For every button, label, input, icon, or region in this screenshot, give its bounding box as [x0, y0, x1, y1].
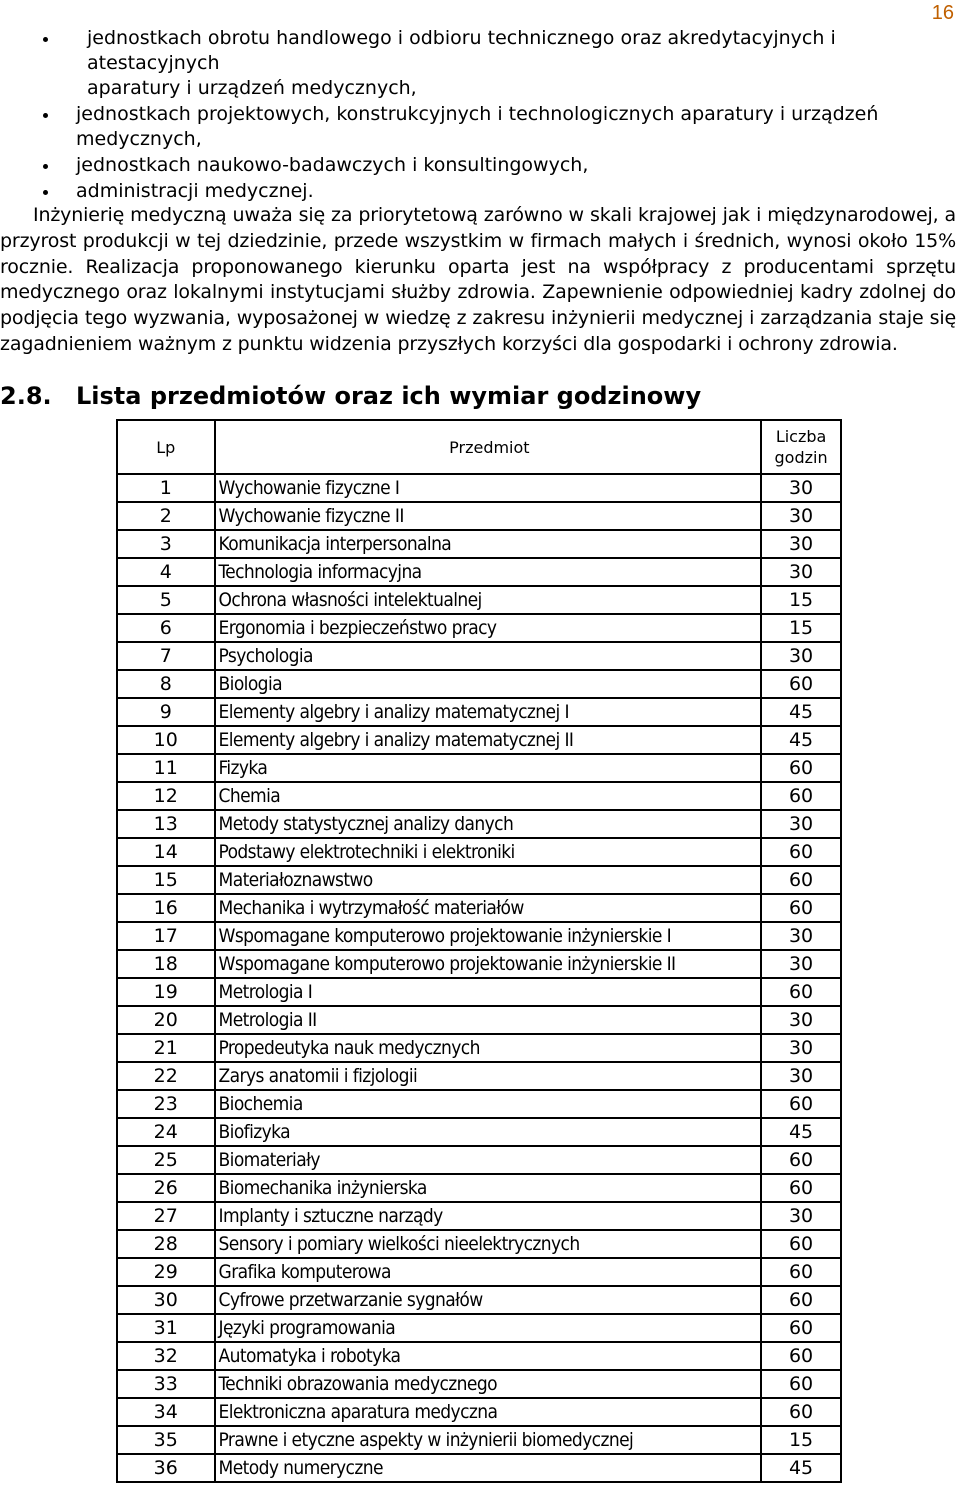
subjects-table [116, 419, 842, 1483]
row-hours: 30 [761, 950, 841, 978]
list-item [0, 153, 960, 178]
row-hours: 30 [761, 1062, 841, 1090]
row-subject: Ochrona własności intelektualnej [215, 586, 762, 614]
table-row [117, 614, 841, 642]
row-hours: 30 [761, 558, 841, 586]
table-row [117, 1202, 841, 1230]
table-row [117, 1230, 841, 1258]
bullet-text: jednostkach projektowych, konstrukcyjnych i technologicznych aparatury i urządzeń [76, 103, 879, 125]
row-hours: 30 [761, 502, 841, 530]
table-row [117, 698, 841, 726]
row-subject: Techniki obrazowania medycznego [215, 1370, 762, 1398]
row-lp: 22 [117, 1062, 215, 1090]
row-hours: 60 [761, 1146, 841, 1174]
row-subject: Biofizyka [215, 1118, 762, 1146]
table-row [117, 838, 841, 866]
row-hours: 15 [761, 1426, 841, 1454]
row-lp: 10 [117, 726, 215, 754]
row-hours: 60 [761, 1230, 841, 1258]
row-lp: 16 [117, 894, 215, 922]
table-row [117, 1314, 841, 1342]
row-subject: Sensory i pomiary wielkości nieelektrycznych [215, 1230, 762, 1258]
table-row [117, 642, 841, 670]
row-hours: 60 [761, 1398, 841, 1426]
row-subject: Komunikacja interpersonalna [215, 530, 762, 558]
row-subject: Ergonomia i bezpieczeństwo pracy [215, 614, 762, 642]
row-subject: Zarys anatomii i fizjologii [215, 1062, 762, 1090]
row-lp: 25 [117, 1146, 215, 1174]
row-lp: 19 [117, 978, 215, 1006]
row-lp: 29 [117, 1258, 215, 1286]
header-subject: Przedmiot [215, 420, 762, 474]
row-subject: Propedeutyka nauk medycznych [215, 1034, 762, 1062]
row-lp: 24 [117, 1118, 215, 1146]
row-subject: Wspomagane komputerowo projektowanie inżynierskie I [215, 922, 762, 950]
table-row [117, 782, 841, 810]
table-row [117, 1454, 841, 1482]
row-lp: 20 [117, 1006, 215, 1034]
row-lp: 23 [117, 1090, 215, 1118]
row-hours: 60 [761, 1342, 841, 1370]
row-hours: 30 [761, 810, 841, 838]
bullet-text: jednostkach naukowo-badawczych i konsultingowych, [76, 154, 589, 176]
row-subject: Chemia [215, 782, 762, 810]
row-hours: 15 [761, 614, 841, 642]
table-header-row [117, 420, 841, 474]
row-subject: Prawne i etyczne aspekty w inżynierii biomedycznej [215, 1426, 762, 1454]
table-row [117, 530, 841, 558]
bullet-continuation: medycznych, [76, 128, 202, 150]
row-subject: Metrologia I [215, 978, 762, 1006]
row-subject: Wychowanie fizyczne I [215, 474, 762, 502]
row-lp: 2 [117, 502, 215, 530]
header-hours-line2: godzin [774, 448, 828, 467]
row-lp: 33 [117, 1370, 215, 1398]
table-row [117, 1370, 841, 1398]
table-row [117, 1258, 841, 1286]
bullet-dot-icon [43, 113, 48, 118]
row-lp: 9 [117, 698, 215, 726]
table-row [117, 558, 841, 586]
bullet-list [0, 26, 960, 205]
row-subject: Cyfrowe przetwarzanie sygnałów [215, 1286, 762, 1314]
row-subject: Fizyka [215, 754, 762, 782]
row-lp: 8 [117, 670, 215, 698]
table-row [117, 950, 841, 978]
list-item [0, 26, 960, 101]
row-hours: 45 [761, 698, 841, 726]
row-lp: 11 [117, 754, 215, 782]
row-hours: 30 [761, 1202, 841, 1230]
row-subject: Biologia [215, 670, 762, 698]
row-hours: 15 [761, 586, 841, 614]
table-row [117, 754, 841, 782]
row-lp: 34 [117, 1398, 215, 1426]
row-hours: 60 [761, 1314, 841, 1342]
table-row [117, 922, 841, 950]
row-lp: 13 [117, 810, 215, 838]
row-subject: Elementy algebry i analizy matematycznej I [215, 698, 762, 726]
row-hours: 30 [761, 530, 841, 558]
row-lp: 17 [117, 922, 215, 950]
bullet-dot-icon [43, 164, 48, 169]
row-hours: 30 [761, 1034, 841, 1062]
table-body [117, 474, 841, 1482]
bullet-text: jednostkach obrotu handlowego i odbioru technicznego oraz akredytacyjnych i atestacyjnych [87, 27, 836, 74]
row-lp: 14 [117, 838, 215, 866]
table-row [117, 502, 841, 530]
bullet-dot-icon [43, 37, 48, 42]
section-heading [0, 382, 960, 410]
row-lp: 32 [117, 1342, 215, 1370]
row-subject: Wspomagane komputerowo projektowanie inżynierskie II [215, 950, 762, 978]
table-row [117, 1090, 841, 1118]
table-row [117, 1146, 841, 1174]
row-lp: 28 [117, 1230, 215, 1258]
table-row [117, 1118, 841, 1146]
row-subject: Psychologia [215, 642, 762, 670]
row-hours: 60 [761, 1174, 841, 1202]
table-row [117, 1342, 841, 1370]
list-item [0, 179, 960, 204]
row-hours: 60 [761, 782, 841, 810]
row-hours: 60 [761, 978, 841, 1006]
table-row [117, 726, 841, 754]
page-number: 16 [931, 2, 954, 24]
row-lp: 35 [117, 1426, 215, 1454]
row-lp: 30 [117, 1286, 215, 1314]
row-hours: 60 [761, 754, 841, 782]
table-row [117, 1286, 841, 1314]
row-hours: 30 [761, 1006, 841, 1034]
row-hours: 60 [761, 1370, 841, 1398]
table-row [117, 894, 841, 922]
section-title: Lista przedmiotów oraz ich wymiar godzinowy [76, 382, 702, 410]
body-paragraph: Inżynierię medyczną uważa się za priorytetową zarówno w skali krajowej jak i międzynarodowej, a przyrost produkcji w tej dziedzinie, przede wszystkim w firmach małych i średnich, wynosi około 15% rocznie. Realizacja proponowanego kierunku oparta jest na współpracy z producentami sprzętu medycznego oraz lokalnymi instytucjami służby zdrowia. Zapewnienie odpowiedniej kadry zdolnej do podjęcia tego wyzwania, wyposażonej w wiedzę z zakresu inżynierii medycznej i zarządzania staje się zagadnieniem ważnym z punktu widzenia przyszłych korzyści dla gospodarki i ochrony zdrowia. [0, 204, 956, 355]
header-lp: Lp [117, 420, 215, 474]
row-lp: 15 [117, 866, 215, 894]
row-lp: 26 [117, 1174, 215, 1202]
row-subject: Elementy algebry i analizy matematycznej II [215, 726, 762, 754]
row-hours: 60 [761, 1090, 841, 1118]
row-subject: Technologia informacyjna [215, 558, 762, 586]
bullet-text: administracji medycznej. [76, 180, 314, 202]
row-subject: Metody numeryczne [215, 1454, 762, 1482]
row-lp: 12 [117, 782, 215, 810]
table-row [117, 1174, 841, 1202]
row-subject: Automatyka i robotyka [215, 1342, 762, 1370]
row-hours: 60 [761, 1286, 841, 1314]
header-hours [761, 420, 841, 474]
row-lp: 31 [117, 1314, 215, 1342]
row-lp: 5 [117, 586, 215, 614]
table-row [117, 978, 841, 1006]
table-row [117, 1398, 841, 1426]
table-row [117, 1426, 841, 1454]
row-subject: Biomechanika inżynierska [215, 1174, 762, 1202]
row-subject: Elektroniczna aparatura medyczna [215, 1398, 762, 1426]
table-row [117, 586, 841, 614]
row-lp: 7 [117, 642, 215, 670]
row-hours: 30 [761, 922, 841, 950]
section-number: 2.8. [0, 382, 52, 410]
row-subject: Wychowanie fizyczne II [215, 502, 762, 530]
row-lp: 21 [117, 1034, 215, 1062]
table-row [117, 866, 841, 894]
row-lp: 36 [117, 1454, 215, 1482]
table-row [117, 474, 841, 502]
table-row [117, 1062, 841, 1090]
table-row [117, 810, 841, 838]
row-hours: 60 [761, 866, 841, 894]
row-hours: 60 [761, 1258, 841, 1286]
row-subject: Implanty i sztuczne narządy [215, 1202, 762, 1230]
row-lp: 6 [117, 614, 215, 642]
row-subject: Mechanika i wytrzymałość materiałów [215, 894, 762, 922]
row-subject: Materiałoznawstwo [215, 866, 762, 894]
row-lp: 4 [117, 558, 215, 586]
table-row [117, 1006, 841, 1034]
row-hours: 60 [761, 670, 841, 698]
row-subject: Biomateriały [215, 1146, 762, 1174]
table-row [117, 1034, 841, 1062]
row-hours: 45 [761, 1118, 841, 1146]
list-item [0, 102, 960, 152]
row-hours: 30 [761, 474, 841, 502]
row-lp: 3 [117, 530, 215, 558]
row-hours: 60 [761, 894, 841, 922]
row-subject: Podstawy elektrotechniki i elektroniki [215, 838, 762, 866]
row-hours: 45 [761, 726, 841, 754]
row-lp: 1 [117, 474, 215, 502]
row-lp: 27 [117, 1202, 215, 1230]
row-subject: Języki programowania [215, 1314, 762, 1342]
row-hours: 45 [761, 1454, 841, 1482]
row-subject: Biochemia [215, 1090, 762, 1118]
row-subject: Grafika komputerowa [215, 1258, 762, 1286]
row-subject: Metody statystycznej analizy danych [215, 810, 762, 838]
header-hours-line1: Liczba [775, 427, 827, 446]
bullet-continuation: aparatury i urządzeń medycznych, [87, 77, 417, 99]
row-subject: Metrologia II [215, 1006, 762, 1034]
row-hours: 30 [761, 642, 841, 670]
row-hours: 60 [761, 838, 841, 866]
bullet-dot-icon [43, 190, 48, 195]
table-row [117, 670, 841, 698]
row-lp: 18 [117, 950, 215, 978]
